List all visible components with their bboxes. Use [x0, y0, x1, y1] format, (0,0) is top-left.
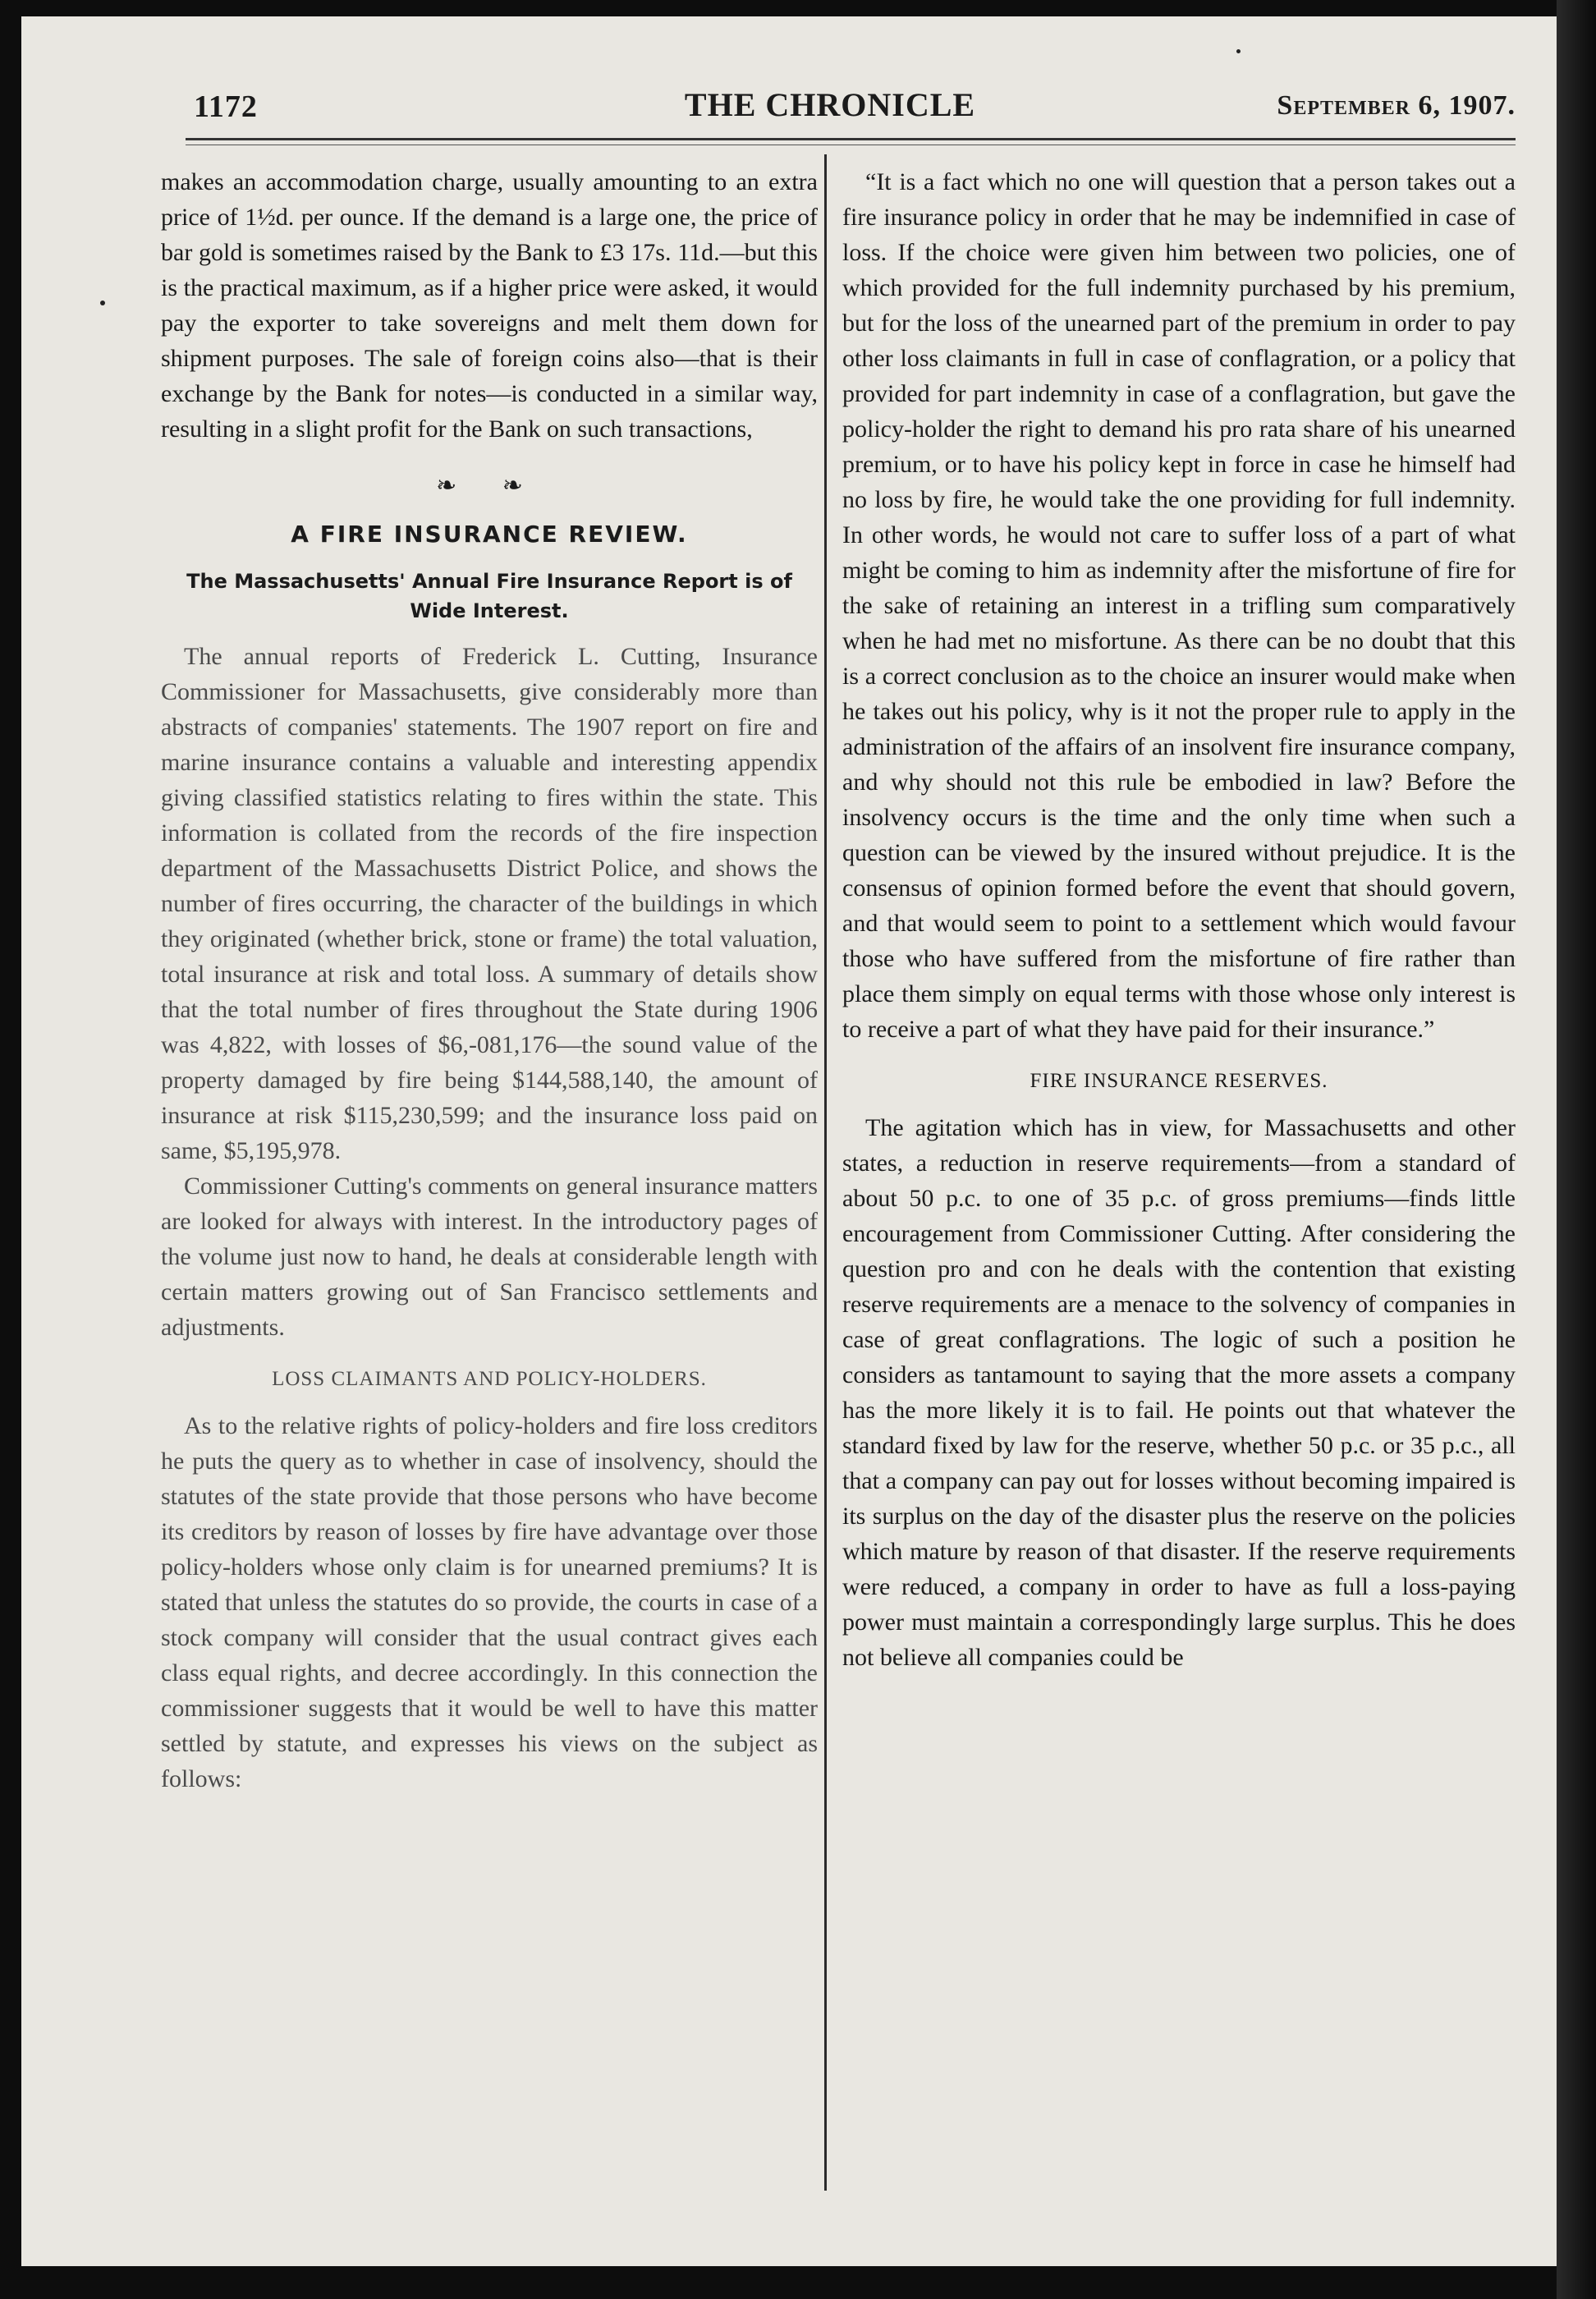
body-paragraph-reserves: The agitation which has in view, for Massachusetts and other states, a reduction in reserve requirements—from a standard of about 50 p.c. to one of 35 p.c. of gross premiums—finds little encouragement from Commissioner Cutting. After considering the question pro and con he deals with the contention that existing reserve requirements are a menace to the solvency of companies in case of great conflagrations. The logic of such a position he considers as tantamount to saying that the more assets a company has the more likely it is to fail. He points out that whatever the standard fixed by law for the reserve, whether 50 p.c. or 35 p.c., all that a company can pay out for losses without becoming impaired is its surplus on the day of the disaster plus the reserve on the policies which mature by reason of that disaster. If the reserve requirements were reduced, a company in order to have as full a loss-paying power must maintain a correspondingly large surplus. This he does not believe all companies could be	[842, 1114, 1516, 1671]
article-subtitle: The Massachusetts' Annual Fire Insurance Report is of Wide Interest.	[186, 570, 792, 622]
section-heading-loss-claimants: LOSS CLAIMANTS AND POLICY-HOLDERS.	[272, 1368, 707, 1390]
column-divider	[824, 154, 827, 2191]
journal-title: THE CHRONICLE	[684, 86, 976, 123]
print-speck	[1236, 49, 1241, 53]
section-ornament: ❧ ❧	[436, 472, 543, 499]
page-number: 1172	[194, 89, 258, 124]
body-paragraph-commissioner-comments: Commissioner Cutting's comments on general insurance matters are looked for always with interest. In the introductory pages of the volume just now to hand, he deals at considerable length with certain matters growing out of San Francisco settlements and adjustments.	[161, 1172, 818, 1341]
header-rule	[186, 138, 1516, 140]
print-speck	[100, 301, 105, 305]
section-heading-reserves: FIRE INSURANCE RESERVES.	[1030, 1070, 1328, 1092]
left-column	[161, 164, 818, 1797]
right-column	[842, 164, 1516, 1675]
body-paragraph-annual-reports: The annual reports of Frederick L. Cutting, Insurance Commissioner for Massachusetts, give considerably more than abstracts of companies' statements. The 1907 report on fire and marine insurance contains a valuable and interesting appendix giving classified statistics relating to fires within the state. This information is collated from the records of the fire inspection department of the Massachusetts District Police, and shows the number of fires occurring, the character of the buildings in which they originated (whether brick, stone or frame) the total valuation, total insurance at risk and total loss. A summary of details show that the total number of fires throughout the State during 1906 was 4,822, with losses of $6,-081,176—the sound value of the property damaged by fire being $144,588,140, the amount of insurance at risk $115,230,599; and the insurance loss paid on same, $5,195,978.	[161, 643, 818, 1164]
scan-edge-shadow	[1557, 0, 1596, 2299]
opening-paragraph: makes an accommodation charge, usually amounting to an extra price of 1½d. per ounce. If the demand is a large one, the price of bar gold is sometimes raised by the Bank to £3 17s. 11d.—but this is the practical maximum, as if a higher price were asked, it would pay the exporter to take sovereigns and melt them down for shipment purposes. The sale of foreign coins also—that is their exchange by the Bank for notes—is conducted in a similar way, resulting in a slight profit for the Bank on such transactions,	[161, 168, 818, 443]
newspaper-page	[21, 16, 1557, 2266]
page-header	[144, 86, 1516, 138]
body-paragraph-relative-rights: As to the relative rights of policy-holders and fire loss creditors he puts the query as to whether in case of insolvency, should the statutes of the state provide that those persons who have become its creditors by reason of losses by fire have advantage over those policy-holders whose only claim is for unearned premiums? It is stated that unless the statutes do so provide, the courts in case of a stock company will consider that the usual contract gives each class equal rights, and decree accordingly. In this connection the commissioner suggests that it would be well to have this matter settled by statute, and expresses his views on the subject as follows:	[161, 1412, 818, 1792]
article-title: A FIRE INSURANCE REVIEW.	[291, 521, 688, 548]
quoted-paragraph: “It is a fact which no one will question that a person takes out a fire insurance policy in order that he may be indemnified in case of loss. If the choice were given him between two policies, one of which provided for the full indemnity purchased by his premium, but for the loss of the unearned part of the premium in order to pay other loss claimants in full in case of conflagration, or a policy that provided for part indemnity in case of a conflagration, but gave the policy-holder the right to demand his pro rata share of his unearned premium, or to have his policy kept in force in case he himself had no loss by fire, he would take the one providing for full indemnity. In other words, he would not care to suffer loss of a part of what might be coming to him as indemnity after the misfortune of fire for the sake of retaining an interest in a trifling sum comparatively when he had met no misfortune. As there can be no doubt that this is a correct conclusion as to the choice an insurer would make when he takes out his policy, why is it not the proper rule to apply in the administration of the affairs of an insolvent fire insurance company, and why should not this rule be embodied in law? Before the insolvency occurs is the time and the only time when such a question can be viewed by the insured without prejudice. It is the consensus of opinion formed before the event that should govern, and that would seem to point to a settlement which would favour those who have suffered from the misfortune of fire rather than place them simply on equal terms with those whose only interest is to receive a part of what they have paid for their insurance.”	[842, 168, 1516, 1043]
issue-date: September 6, 1907.	[1277, 90, 1516, 121]
